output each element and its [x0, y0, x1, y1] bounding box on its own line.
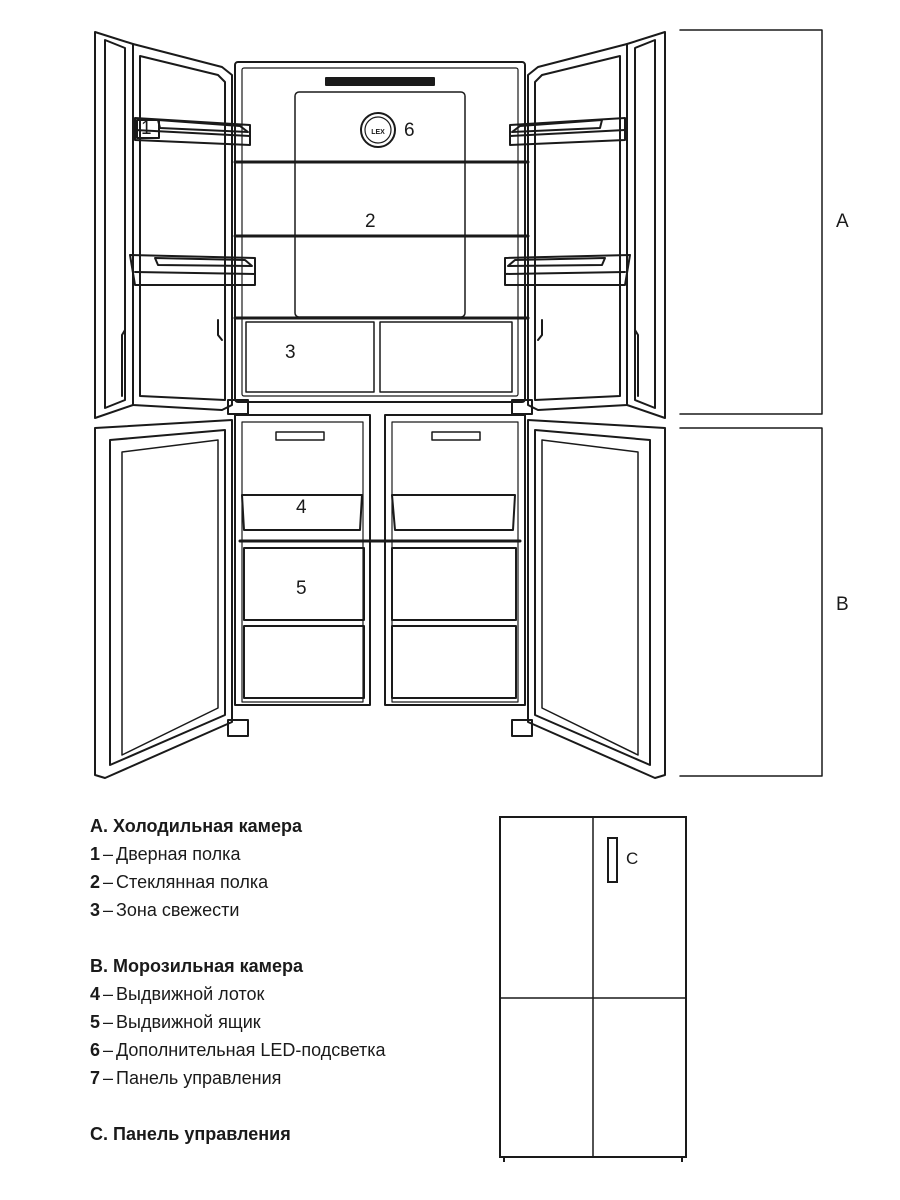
door-shelf-mid-right	[505, 255, 630, 285]
callout-4: 4	[296, 497, 307, 518]
door-shelf-mid-left	[130, 255, 255, 285]
legend-item	[90, 980, 510, 1008]
legend-heading: С. Панель управления	[90, 1124, 291, 1144]
callout-c: C	[626, 849, 639, 868]
legend-item-number: 5	[90, 1012, 101, 1032]
legend-item-text: Зона свежести	[116, 900, 240, 920]
legend-item-dash: –	[103, 872, 114, 892]
fresh-zone-right	[380, 322, 512, 392]
legend-item-number: 6	[90, 1040, 101, 1060]
legend-item-dash: –	[103, 844, 114, 864]
legend-item-number: 2	[90, 872, 101, 892]
drawer-right-upper	[392, 548, 516, 620]
legend-item-dash: –	[103, 1068, 114, 1088]
legend-item-number: 7	[90, 1068, 101, 1088]
callout-1: 1	[141, 118, 152, 139]
lower-right-door	[512, 420, 665, 778]
legend-item-text: Стеклянная полка	[116, 872, 269, 892]
legend-group	[90, 812, 510, 924]
led-logo-text: LEX	[371, 129, 385, 136]
legend-heading: А. Холодильная камера	[90, 816, 303, 836]
legend-item	[90, 1036, 510, 1064]
upper-right-door	[512, 32, 665, 418]
fresh-zone-left	[246, 322, 374, 392]
tray-right	[392, 495, 515, 530]
legend-item	[90, 868, 510, 896]
top-light-bar	[326, 78, 434, 85]
legend-item	[90, 1008, 510, 1036]
legend-item	[90, 1064, 510, 1092]
back-panel	[295, 92, 465, 317]
control-panel	[608, 838, 617, 882]
legend-item-dash: –	[103, 1012, 114, 1032]
vent-left	[276, 432, 324, 440]
upper-left-door	[95, 32, 248, 418]
legend-heading: В. Морозильная камера	[90, 956, 303, 976]
legend-item-text: Выдвижной лоток	[116, 984, 265, 1004]
bracket-b	[680, 428, 822, 776]
legend-item	[90, 896, 510, 924]
legend-item	[90, 840, 510, 868]
legend-item-text: Выдвижной ящик	[116, 1012, 261, 1032]
fridge-front-view	[490, 810, 700, 1170]
legend-item-text: Дополнительная LED-подсветка	[116, 1040, 386, 1060]
bracket-a	[680, 30, 822, 414]
vent-right	[432, 432, 480, 440]
legend-item-number: 4	[90, 984, 101, 1004]
callout-5: 5	[296, 578, 307, 599]
fridge-cabinet	[235, 62, 528, 402]
legend-item-dash: –	[103, 984, 114, 1004]
legend-item-dash: –	[103, 900, 114, 920]
callout-2: 2	[365, 211, 376, 232]
callout-b: B	[836, 594, 849, 615]
legend-item-number: 1	[90, 844, 101, 864]
legend-group	[90, 952, 510, 1092]
callout-a: A	[836, 211, 849, 232]
callout-6: 6	[404, 120, 415, 141]
legend-item-text: Панель управления	[116, 1068, 282, 1088]
legend-item-dash: –	[103, 1040, 114, 1060]
legend-group	[90, 1120, 510, 1148]
legend-item-number: 3	[90, 900, 101, 920]
drawer-right-lower	[392, 626, 516, 698]
legend-item-text: Дверная полка	[116, 844, 241, 864]
lower-left-door	[95, 420, 248, 778]
callout-3: 3	[285, 342, 296, 363]
led-light	[361, 113, 395, 147]
drawer-left-lower	[244, 626, 364, 698]
freezer-cabinet	[235, 415, 525, 705]
legend	[90, 812, 510, 1176]
